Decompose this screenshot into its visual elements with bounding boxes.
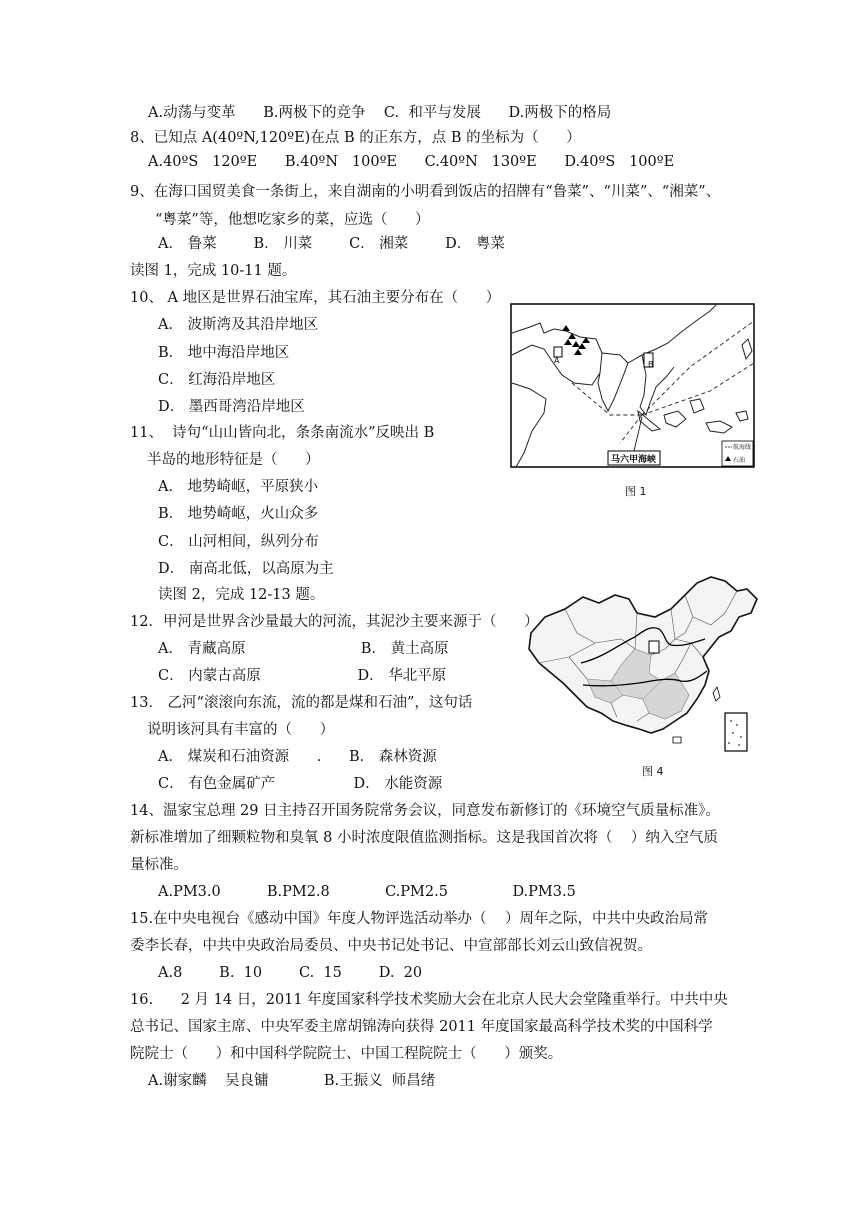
figure1-legend-oil: 石油 bbox=[733, 457, 746, 464]
q14-question-line3: 量标准。 bbox=[130, 857, 188, 873]
figure1-map bbox=[510, 303, 755, 468]
q8-question: 8、已知点 A(40ºN,120ºE)在点 B 的正东方，点 B 的坐标为（ ） bbox=[130, 130, 581, 146]
figure1-label-b: B bbox=[648, 360, 654, 369]
figure2-caption: 图 4 bbox=[642, 765, 664, 778]
figure1-legend-route: 航海线 bbox=[733, 444, 752, 451]
q13-question-line1: 13． 乙河“滚滚向东流，流的都是煤和石油”，这句话 bbox=[130, 695, 473, 711]
q16-options: A.谢家麟 吴良镛 B.王振义 师昌绪 bbox=[148, 1073, 436, 1089]
q9-options: A． 鲁菜 B． 川菜 C． 湘菜 D． 粤菜 bbox=[158, 236, 505, 252]
q13-options-ab: A． 煤炭和石油资源 . B． 森林资源 bbox=[158, 749, 437, 765]
q16-question-line2: 总书记、国家主席、中央军委主席胡锦涛向获得 2011 年度国家最高科学技术奖的中国科学 bbox=[130, 1019, 713, 1035]
q14-options: A.PM3.0 B.PM2.8 C.PM2.5 D.PM3.5 bbox=[158, 884, 576, 900]
q10-question: 10、 A 地区是世界石油宝库，其石油主要分布在（ ） bbox=[130, 290, 501, 306]
figure1-map-drawing bbox=[510, 303, 755, 468]
q16-question-line1: 16. 2 月 14 日，2011 年度国家科学技术奖励大会在北京人民大会堂隆重举行。中共中央 bbox=[130, 992, 728, 1008]
figure2-map-drawing bbox=[525, 573, 760, 758]
q11-option-a: A． 地势崎岖，平原狭小 bbox=[158, 479, 319, 495]
read-figure1-instruction: 读图 1，完成 10-11 题。 bbox=[130, 263, 297, 279]
q11-question-line1: 11、 诗句“山山皆向北，条条南流水”反映出 B bbox=[130, 425, 435, 441]
figure1-caption: 图 1 bbox=[625, 485, 647, 498]
q14-question-line1: 14、温家宝总理 29 日主持召开国务院常务会议，同意发布新修订的《环境空气质量标准》。 bbox=[130, 803, 720, 819]
q12-options-ab: A． 青藏高原 B． 黄土高原 bbox=[158, 641, 449, 657]
q8-options: A.40ºS 120ºE B.40ºN 100ºE C.40ºN 130ºE D.40ºS 100ºE bbox=[148, 154, 675, 170]
q11-option-b: B． 地势崎岖，火山众多 bbox=[158, 506, 319, 522]
read-figure2-instruction: 读图 2，完成 12-13 题。 bbox=[158, 587, 325, 603]
q14-question-line2: 新标准增加了细颗粒物和臭氧 8 小时浓度限值监测指标。这是我国首次将（ ）纳入空气质 bbox=[130, 830, 718, 846]
q13-options-cd: C． 有色金属矿产 D． 水能资源 bbox=[158, 776, 443, 792]
q10-option-b: B． 地中海沿岸地区 bbox=[158, 345, 290, 361]
figure1-strait-label: 马六甲海峡 bbox=[611, 455, 657, 465]
q15-question-line2: 委李长春，中共中央政治局委员、中央书记处书记、中宣部部长刘云山致信祝贺。 bbox=[130, 938, 652, 954]
q11-question-line2: 半岛的地形特征是（ ） bbox=[147, 452, 320, 468]
q9-question-line2: “粤菜”等，他想吃家乡的菜，应选（ ） bbox=[155, 212, 430, 228]
q7-options: A.动荡与变革 B.两极下的竞争 C. 和平与发展 D.两极下的格局 bbox=[148, 105, 612, 121]
q10-option-a: A． 波斯湾及其沿岸地区 bbox=[158, 317, 319, 333]
q10-option-c: C． 红海沿岸地区 bbox=[158, 372, 276, 388]
figure1-label-a: A bbox=[554, 356, 560, 365]
q11-option-c: C． 山河相间，纵列分布 bbox=[158, 534, 319, 550]
q15-options: A.8 B. 10 C. 15 D. 20 bbox=[158, 965, 423, 981]
q12-options-cd: C． 内蒙古高原 D． 华北平原 bbox=[158, 668, 447, 684]
q16-question-line3: 院院士（ ）和中国科学院院士、中国工程院院士（ ）颁奖。 bbox=[130, 1046, 563, 1062]
q11-option-d: D． 南高北低，以高原为主 bbox=[158, 561, 334, 577]
q9-question-line1: 9、在海口国贸美食一条街上，来自湖南的小明看到饭店的招牌有“鲁菜”、“川菜”、“湘菜”、 bbox=[130, 184, 721, 200]
q12-question: 12．甲河是世界含沙量最大的河流，其泥沙主要来源于（ ） bbox=[130, 614, 539, 630]
q13-question-line2: 说明该河具有丰富的（ ） bbox=[147, 722, 335, 738]
figure2-map bbox=[525, 573, 760, 758]
q15-question-line1: 15.在中央电视台《感动中国》年度人物评选活动举办（ ）周年之际，中共中央政治局常 bbox=[130, 911, 708, 927]
q10-option-d: D． 墨西哥湾沿岸地区 bbox=[158, 399, 305, 415]
